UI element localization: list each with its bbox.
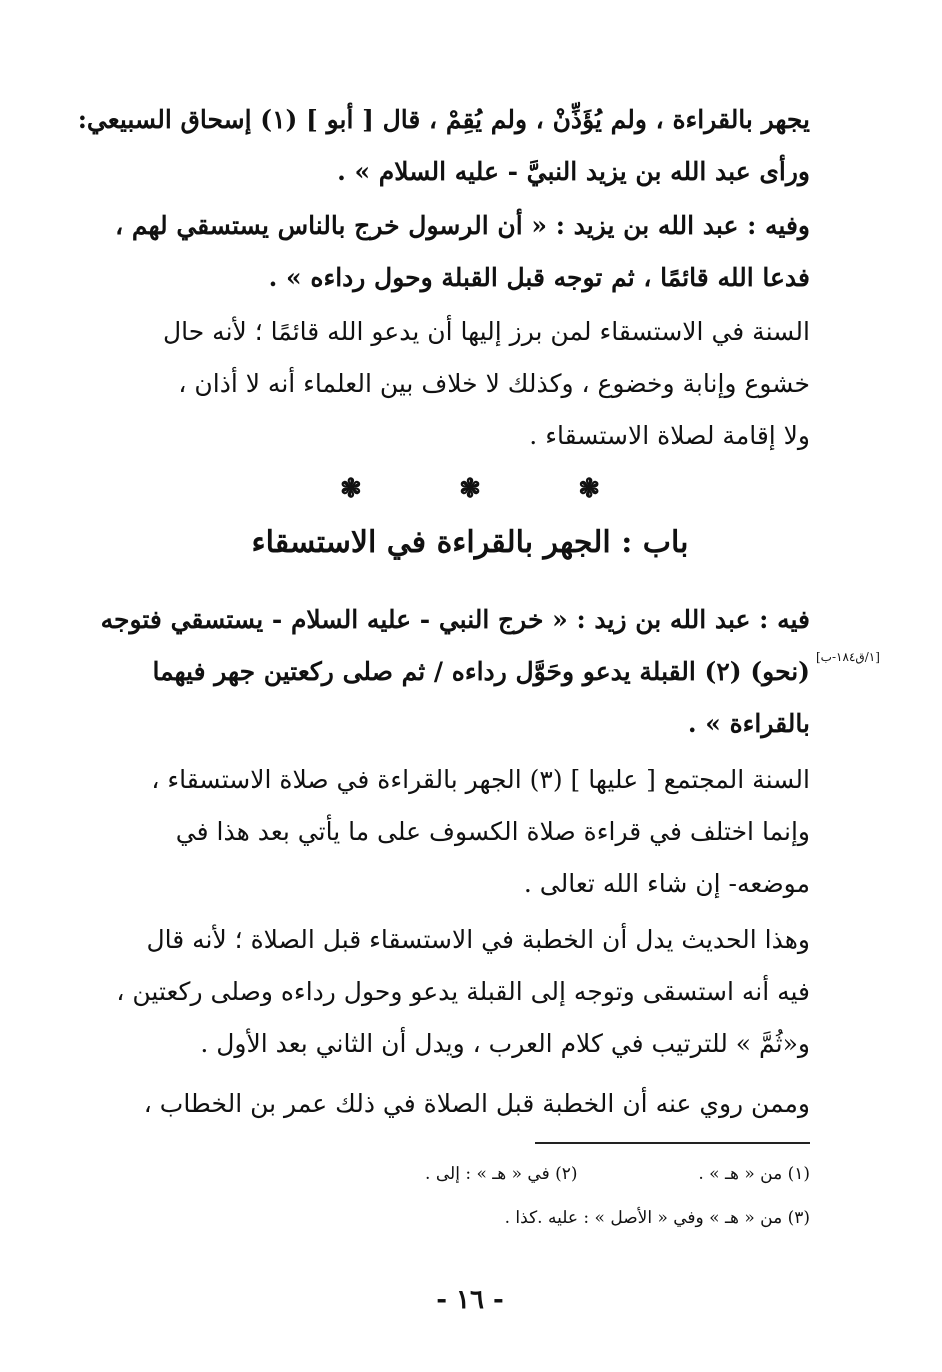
paragraph-6 [110,914,810,1070]
text-line: خشوع وإنابة وخضوع ، وكذلك لا خلاف بين العلماء أنه لا أذان ، [178,369,810,398]
text-line: يجهر بالقراءة ، ولم يُؤَذِّنْ ، ولم يُقِمْ ، قال [ أبو ] (١) إسحاق السبيعي: [77,105,810,134]
paragraph-7 [110,1078,810,1130]
text-line: وهذا الحديث يدل أن الخطبة في الاستسقاء قبل الصلاة ؛ لأنه قال [146,925,810,954]
text-line: وفيه : عبد الله بن يزيد : « أن الرسول خرج بالناس يستسقي لهم ، [115,211,810,240]
footnote-1: (١) من « هـ » . [698,1164,810,1184]
footnote-2: (٢) في « هـ » : إلى . [425,1164,578,1184]
text-line: ورأى عبد الله بن يزيد النبيَّ - عليه السلام » . [337,157,810,186]
paragraph-5 [110,754,810,910]
footnote-row-1 [300,1160,810,1188]
manuscript-folio-note: [١/ق١٨٤-ب] [816,650,880,664]
paragraph-2 [110,200,810,304]
text-line: فيه أنه استسقى وتوجه إلى القبلة يدعو وحول رداءه وصلى ركعتين ، [116,977,810,1006]
text-line: السنة المجتمع [ عليها ] (٣) الجهر بالقراءة في صلاة الاستسقاء ، [151,765,810,794]
paragraph-1 [77,94,810,198]
asterism-icon: ❃ [578,474,600,504]
text-line: (نحو) (٢) القبلة يدعو وحَوَّل رداءه / ثم صلى ركعتين جهر فيهما [152,657,810,686]
text-line: و«ثُمَّ » للترتيب في كلام العرب ، ويدل أن الثاني بعد الأول . [200,1029,810,1058]
text-line: ولا إقامة لصلاة الاستسقاء . [529,421,810,450]
text-line: فيه : عبد الله بن زيد : « خرج النبي - عليه السلام - يستسقي فتوجه [100,605,810,634]
paragraph-3 [110,306,810,462]
text-line: وإنما اختلف في قراءة صلاة الكسوف على ما يأتي بعد هذا في [175,817,810,846]
paragraph-4 [100,594,810,750]
asterism-icon: ❃ [459,474,481,504]
footnote-row-2 [300,1204,810,1232]
footnote-divider [535,1142,810,1144]
text-line: موضعه- إن شاء الله تعالى . [523,869,810,898]
chapter-heading: باب : الجهر بالقراءة في الاستسقاء [251,525,689,560]
text-line: وممن روي عنه أن الخطبة قبل الصلاة في ذلك عمر بن الخطاب ، [143,1089,810,1118]
section-separator [340,474,600,504]
text-line: فدعا الله قائمًا ، ثم توجه قبل القبلة وحول رداءه » . [268,263,810,292]
text-line: بالقراءة » . [687,709,810,738]
page-number: - ١٦ - [436,1285,504,1315]
text-line: السنة في الاستسقاء لمن برز إليها أن يدعو الله قائمًا ؛ لأنه حال [162,317,810,346]
footnote-3: (٣) من « هـ » وفي « الأصل » : عليه .كذا . [504,1208,810,1228]
asterism-icon: ❃ [340,474,362,504]
